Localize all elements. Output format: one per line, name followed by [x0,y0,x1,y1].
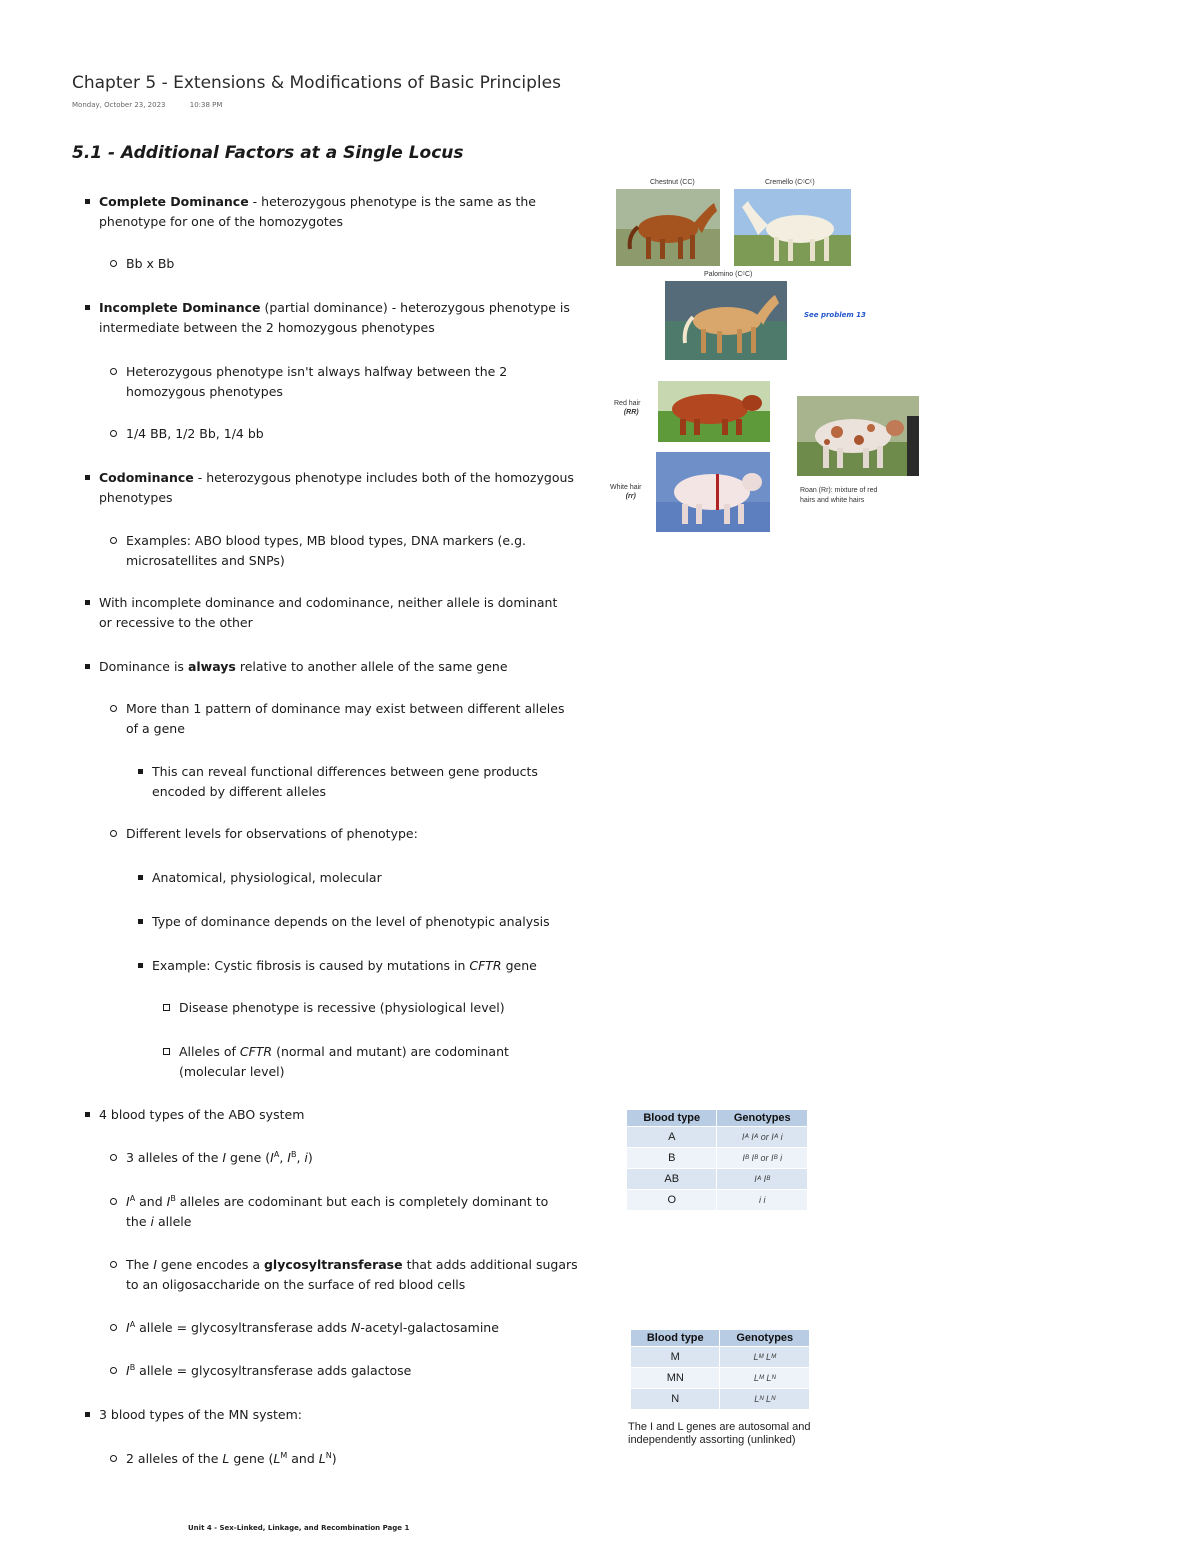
mn-blood-type-table [630,1329,810,1410]
note-pattern: More than 1 pattern of dominance may exist between different alleles [126,699,564,719]
note-glycosyltransferase: The I gene encodes a glycosyltransferase that adds additional sugars [126,1255,578,1275]
note-mn-system: 3 blood types of the MN system: [99,1405,302,1425]
genotype-cell: Lᴹ Lᴹ [720,1347,810,1368]
red-cow-icon [658,381,770,442]
table-row [627,1127,808,1148]
note-ia-allele: $I^A$ allele = glycosyltransferase adds N-acetyl-galactosamine [126,1318,499,1338]
note-disease-phenotype: Disease phenotype is recessive (physiological level) [179,998,505,1018]
roan-cow-icon [797,396,919,476]
white-cattle-image [656,452,770,532]
genotype-cell: i i [717,1190,808,1211]
table-header-row [627,1110,808,1127]
note-codominance-cont: phenotypes [99,490,173,505]
note-cross: Bb x Bb [126,254,174,274]
see-problem-note: See problem 13 [804,311,866,319]
column-header-blood-type: Blood type [631,1330,720,1347]
column-header-genotypes: Genotypes [717,1110,808,1127]
note-halfway-cont: homozygous phenotypes [126,384,283,399]
note-incomplete-dominance-cont: intermediate between the 2 homozygous phenotypes [99,320,435,335]
note-cftr-alleles-cont: (molecular level) [179,1064,285,1079]
note-halfway: Heterozygous phenotype isn't always halfway between the 2 [126,362,507,382]
note-examples-cont: microsatellites and SNPs) [126,553,285,568]
note-incomplete-dominance: Incomplete Dominance (partial dominance) - heterozygous phenotype is [99,298,570,318]
table-header-row [631,1330,810,1347]
note-abo-system: 4 blood types of the ABO system [99,1105,304,1125]
note-cftr-alleles: Alleles of CFTR (normal and mutant) are codominant [179,1042,509,1062]
red-cattle-image [658,381,770,442]
note-anatomical: Anatomical, physiological, molecular [152,868,382,888]
note-glycosyltransferase-cont: to an oligosaccharide on the surface of red blood cells [126,1277,466,1292]
mn-table-note: The I and L genes are autosomal and independently assorting (unlinked) [628,1421,811,1446]
table-row [631,1368,810,1389]
genotype-cell: Lᴺ Lᴺ [720,1389,810,1410]
table-row [627,1190,808,1211]
note-reveal-cont: encoded by different alleles [152,784,327,799]
caption-red-hair: Red hair (RR) [614,400,641,416]
note-dominance-relative: Dominance is always relative to another allele of the same gene [99,657,508,677]
white-cow-icon [656,452,770,532]
note-ib-allele: $I^B$ allele = glycosyltransferase adds galactose [126,1361,411,1381]
blood-type-cell: AB [627,1169,717,1190]
caption-roan: Roan (Rr): mixture of red hairs and white hairs [800,487,878,504]
genotype-cell: Iᴬ Iᴮ [717,1169,808,1190]
note-ratio: 1/4 BB, 1/2 Bb, 1/4 bb [126,424,264,444]
note-examples: Examples: ABO blood types, MB blood types, DNA markers (e.g. [126,531,526,551]
note-complete-dominance: Complete Dominance - heterozygous phenotype is the same as the [99,192,536,212]
note-codominant-alleles-cont: the i allele [126,1214,192,1229]
column-header-genotypes: Genotypes [720,1330,810,1347]
caption-cremello: Cremello (CᶜCᶜ) [765,179,815,186]
blood-type-cell: A [627,1127,717,1148]
genotype-cell: Iᴮ Iᴮ or Iᴮ i [717,1148,808,1169]
blood-type-cell: MN [631,1368,720,1389]
note-two-alleles: 2 alleles of the L gene ($L^M$ and $L^N$) [126,1449,337,1469]
blood-type-cell: O [627,1190,717,1211]
page-timestamp [72,101,244,109]
chestnut-horse-icon [616,189,720,266]
palomino-horse-image [665,281,787,360]
table-row [631,1347,810,1368]
cremello-horse-image [734,189,851,266]
note-type-dependence: Type of dominance depends on the level of phenotypic analysis [152,912,550,932]
note-complete-dominance-cont: phenotype for one of the homozygotes [99,214,343,229]
caption-chestnut: Chestnut (CC) [650,179,695,186]
abo-blood-type-table [626,1109,808,1211]
page-date: Monday, October 23, 2023 [72,101,166,109]
note-reveal: This can reveal functional differences between gene products [152,762,538,782]
page-time: 10:38 PM [189,101,223,109]
note-codominance: Codominance - heterozygous phenotype includes both of the homozygous [99,468,574,488]
note-three-alleles: 3 alleles of the I gene ($I^A$, $I^B$, i) [126,1148,313,1168]
note-neither-dominant: With incomplete dominance and codominance, neither allele is dominant [99,593,557,613]
blood-type-cell: B [627,1148,717,1169]
cremello-horse-icon [734,189,851,266]
table-row [631,1389,810,1410]
genotype-cell: Iᴬ Iᴬ or Iᴬ i [717,1127,808,1148]
table-row [627,1169,808,1190]
column-header-blood-type: Blood type [627,1110,717,1127]
note-cystic-fibrosis: Example: Cystic fibrosis is caused by mutations in CFTR gene [152,956,537,976]
note-pattern-cont: of a gene [126,721,185,736]
section-heading: 5.1 - Additional Factors at a Single Locus [72,143,464,163]
note-codominant-alleles: $I^A$ and $I^B$ alleles are codominant but each is completely dominant to [126,1192,548,1212]
table-row [627,1148,808,1169]
note-neither-dominant-cont: or recessive to the other [99,615,253,630]
note-levels: Different levels for observations of phenotype: [126,824,418,844]
blood-type-cell: M [631,1347,720,1368]
blood-type-cell: N [631,1389,720,1410]
chestnut-horse-image [616,189,720,266]
page-title: Chapter 5 - Extensions & Modifications of Basic Principles [72,73,561,93]
caption-palomino: Palomino (CᶜC) [704,271,753,278]
caption-white-hair: White hair (rr) [610,484,642,500]
page-footer: Unit 4 - Sex-Linked, Linkage, and Recombination Page 1 [188,1524,410,1532]
genotype-cell: Lᴹ Lᴺ [720,1368,810,1389]
palomino-horse-icon [665,281,787,360]
roan-cattle-image [797,396,919,476]
